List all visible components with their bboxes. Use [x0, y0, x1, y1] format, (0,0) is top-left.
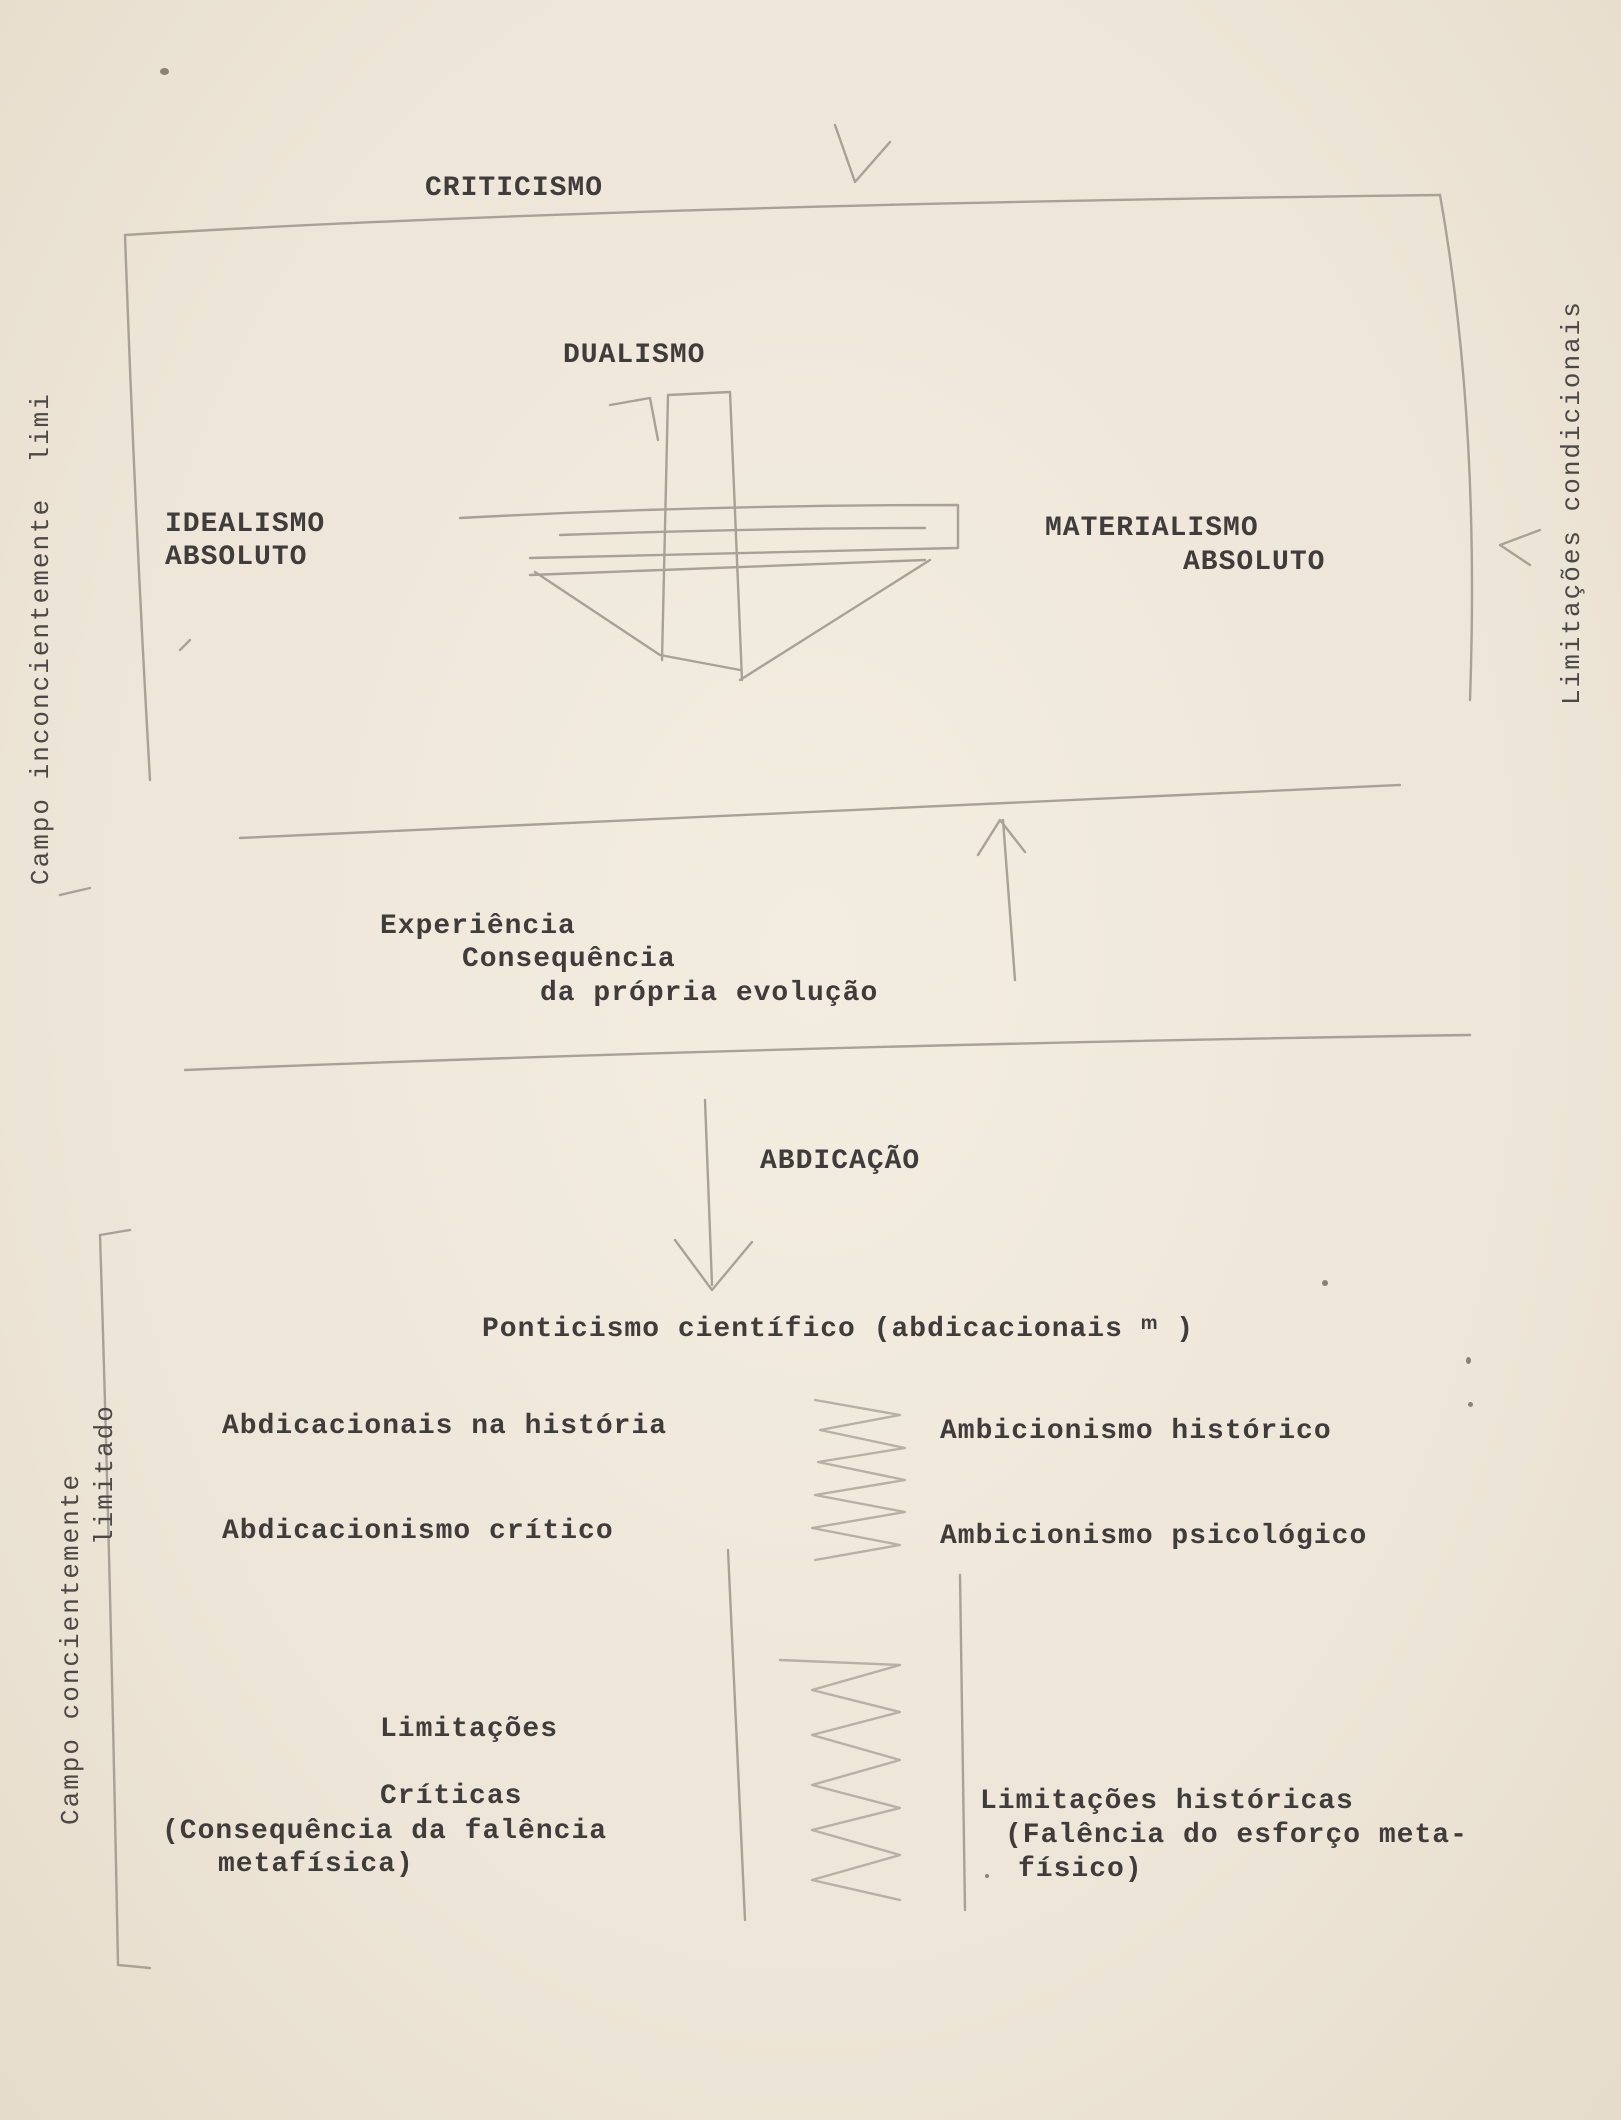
label-ambicionismo-psicologico: Ambicionismo psicológico [940, 1521, 1368, 1552]
down-arrow-middle-shaft [705, 1100, 712, 1285]
label-fisico: físico) [1018, 1854, 1143, 1885]
label-metafisica: metafísica) [218, 1849, 414, 1880]
label-falencia-esforco: (Falência do esforço meta- [1005, 1820, 1468, 1851]
label-consequencia-falencia: (Consequência da falência [162, 1816, 608, 1847]
top-box-left-line [125, 235, 150, 780]
label-abdicacionismo-critico: Abdicacionismo crítico [222, 1516, 614, 1547]
heading-abdicacao: ABDICAÇÃO [760, 1146, 921, 1177]
label-ponticismo: Ponticismo científico (abdicacionais ᵐ ) [482, 1314, 1195, 1345]
margin-note-left-top: Campo inconcientemente limi [26, 392, 56, 885]
up-arrow-shaft [1003, 820, 1015, 980]
margin-note-right: Limitações condicionais [1557, 300, 1587, 705]
top-box-right-line [1440, 195, 1472, 700]
label-propria-evolucao: da própria evolução [540, 978, 879, 1009]
label-limitacoes-historicas: Limitações históricas [980, 1786, 1354, 1817]
label-experiencia: Experiência [380, 911, 576, 942]
bottom-left-bracket [100, 1235, 150, 1968]
ink-spot [160, 68, 169, 75]
label-limitacoes: Limitações [380, 1714, 559, 1745]
label-criticas: Críticas [380, 1781, 523, 1812]
label-idealismo: IDEALISMO [165, 509, 326, 540]
down-arrow-top [835, 125, 890, 182]
right-margin-arrow [1500, 530, 1540, 565]
label-idealismo-absoluto: ABSOLUTO [165, 542, 308, 573]
separator-line [185, 1035, 1470, 1070]
label-materialismo-absoluto: ABSOLUTO [1183, 547, 1326, 578]
up-arrow-head [978, 820, 1025, 855]
margin-note-left-bottom-1: Campo concientemente [56, 1472, 86, 1825]
ink-spot [985, 1874, 989, 1878]
top-box-bottom-line [240, 785, 1400, 838]
label-abdicacionais-historia: Abdicacionais na história [222, 1411, 668, 1442]
label-consequencia: Consequência [462, 944, 676, 975]
label-ambicionismo-historico: Ambicionismo histórico [940, 1416, 1332, 1447]
label-materialismo: MATERIALISMO [1045, 513, 1259, 544]
ink-spot [1468, 1402, 1473, 1407]
heading-criticismo: CRITICISMO [425, 173, 604, 204]
ink-spot [1466, 1357, 1471, 1364]
margin-note-left-bottom-2: limitado [90, 1404, 120, 1545]
label-dualismo: DUALISMO [563, 340, 706, 371]
down-arrow-middle-head [675, 1240, 752, 1290]
top-box-top-line [125, 195, 1440, 235]
ink-spot [1322, 1280, 1328, 1286]
